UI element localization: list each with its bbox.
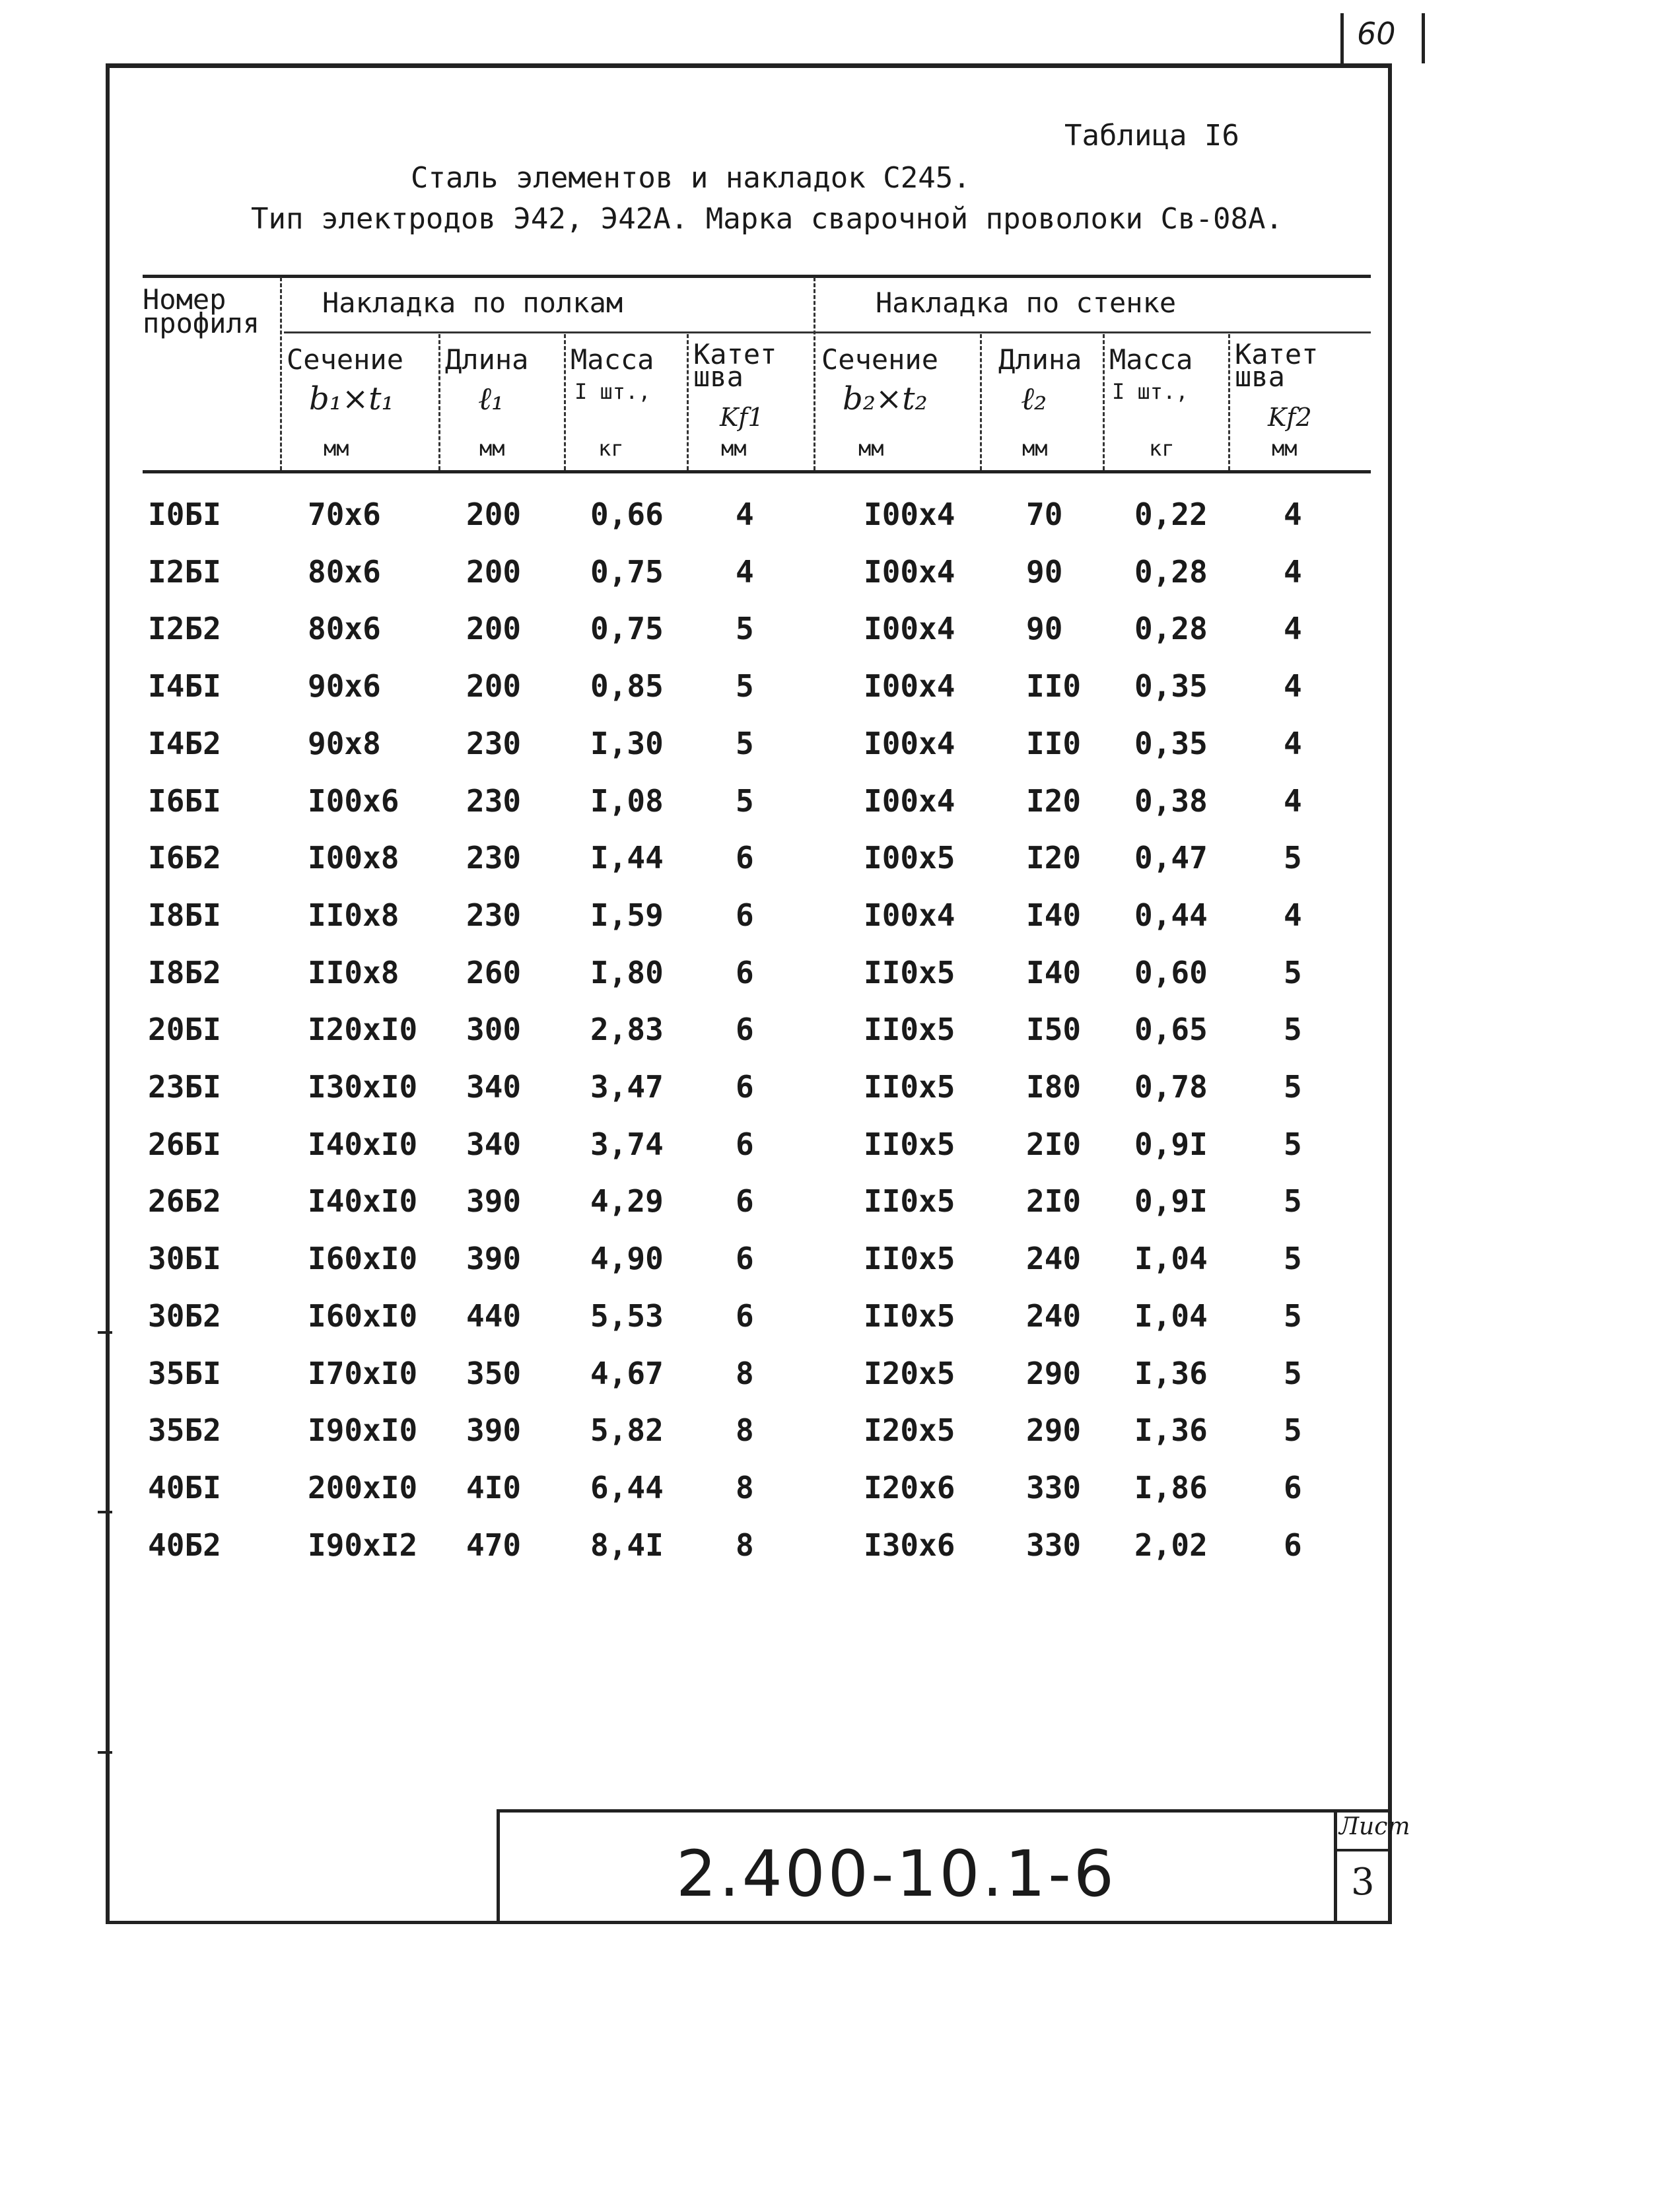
table-top-rule bbox=[143, 275, 1371, 278]
cell-flange-mass: 5,82 bbox=[590, 1412, 664, 1448]
cell-web-mass: 0,44 bbox=[1134, 897, 1208, 933]
cell-profile: 35БI bbox=[148, 1356, 221, 1391]
cell-profile: I6Б2 bbox=[148, 840, 221, 876]
cell-web-leg: 6 bbox=[1284, 1470, 1302, 1505]
cell-web-mass: 0,9I bbox=[1134, 1183, 1208, 1219]
cell-profile: 40БI bbox=[148, 1470, 221, 1505]
header-mass-2: Масса bbox=[1109, 343, 1193, 376]
cell-flange-leg: 4 bbox=[736, 554, 754, 590]
cell-profile: I8Б2 bbox=[148, 955, 221, 990]
cell-web-leg: 4 bbox=[1284, 726, 1302, 761]
cell-flange-leg: 6 bbox=[736, 840, 754, 876]
header-length-2: Длина bbox=[998, 343, 1082, 376]
cell-flange-mass: 5,53 bbox=[590, 1298, 664, 1334]
cell-flange-leg: 5 bbox=[736, 668, 754, 704]
cell-flange-mass: I,30 bbox=[590, 726, 664, 761]
header-length-1: Длина bbox=[445, 343, 529, 376]
header-section-1: Сечение bbox=[287, 343, 404, 376]
header-symbol-bt2: b₂×t₂ bbox=[843, 380, 928, 417]
cell-web-section: I20x6 bbox=[864, 1470, 955, 1505]
cell-flange-length: 230 bbox=[466, 726, 522, 761]
cell-flange-section: I40xI0 bbox=[308, 1126, 418, 1162]
cell-flange-length: 340 bbox=[466, 1069, 522, 1105]
cell-web-length: 290 bbox=[1026, 1356, 1082, 1391]
cell-flange-mass: 6,44 bbox=[590, 1470, 664, 1505]
cell-profile: I8БI bbox=[148, 897, 221, 933]
col-divider bbox=[1228, 334, 1230, 470]
header-unit: мм bbox=[858, 436, 884, 461]
cell-web-leg: 5 bbox=[1284, 1241, 1302, 1276]
cell-flange-mass: 0,85 bbox=[590, 668, 664, 704]
header-symbol-l1: ℓ₁ bbox=[478, 380, 504, 417]
cell-flange-section: I00x6 bbox=[308, 783, 399, 819]
cell-web-mass: I,36 bbox=[1134, 1412, 1208, 1448]
cell-web-leg: 4 bbox=[1284, 668, 1302, 704]
cell-flange-length: 200 bbox=[466, 497, 522, 532]
cell-web-leg: 5 bbox=[1284, 1012, 1302, 1047]
cell-flange-mass: 8,4I bbox=[590, 1527, 664, 1563]
cell-web-mass: 0,9I bbox=[1134, 1126, 1208, 1162]
cell-flange-section: II0x8 bbox=[308, 897, 399, 933]
header-unit: кг bbox=[598, 436, 624, 461]
cell-flange-leg: 4 bbox=[736, 497, 754, 532]
cell-web-section: II0x5 bbox=[864, 1298, 955, 1334]
cell-flange-leg: 8 bbox=[736, 1356, 754, 1391]
cell-web-mass: 0,78 bbox=[1134, 1069, 1208, 1105]
cell-web-length: 2I0 bbox=[1026, 1126, 1082, 1162]
cell-web-section: II0x5 bbox=[864, 1126, 955, 1162]
cell-flange-length: 470 bbox=[466, 1527, 522, 1563]
cell-profile: 30Б2 bbox=[148, 1298, 221, 1334]
cell-web-leg: 5 bbox=[1284, 1183, 1302, 1219]
cell-profile: I2БI bbox=[148, 554, 221, 590]
col-divider bbox=[438, 334, 440, 470]
cell-web-mass: I,36 bbox=[1134, 1356, 1208, 1391]
header-group-rule bbox=[284, 331, 1371, 333]
header-symbol-l2: ℓ₂ bbox=[1021, 380, 1047, 417]
cell-flange-mass: 4,67 bbox=[590, 1356, 664, 1391]
cell-flange-length: 230 bbox=[466, 783, 522, 819]
cell-flange-length: 390 bbox=[466, 1412, 522, 1448]
cell-flange-leg: 5 bbox=[736, 611, 754, 646]
caption-line-1: Сталь элементов и накладок С245. bbox=[411, 161, 971, 195]
cell-flange-mass: 0,75 bbox=[590, 554, 664, 590]
margin-tick bbox=[98, 1511, 112, 1513]
cell-web-length: 240 bbox=[1026, 1241, 1082, 1276]
cell-flange-length: 4I0 bbox=[466, 1470, 522, 1505]
cell-web-section: I20x5 bbox=[864, 1356, 955, 1391]
cell-flange-length: 390 bbox=[466, 1241, 522, 1276]
cell-profile: I4БI bbox=[148, 668, 221, 704]
cell-flange-section: I00x8 bbox=[308, 840, 399, 876]
header-unit: мм bbox=[1272, 436, 1298, 461]
cell-web-leg: 6 bbox=[1284, 1527, 1302, 1563]
header-mass-sub: I шт., bbox=[1112, 379, 1189, 404]
cell-web-section: I00x4 bbox=[864, 611, 955, 646]
cell-flange-mass: I,08 bbox=[590, 783, 664, 819]
cell-flange-section: 70x6 bbox=[308, 497, 381, 532]
header-leg-1: Катет шва bbox=[693, 338, 777, 393]
cell-flange-length: 230 bbox=[466, 840, 522, 876]
header-group-web: Накладка по стенке bbox=[876, 287, 1177, 319]
cell-web-mass: 0,38 bbox=[1134, 783, 1208, 819]
cell-flange-section: 80x6 bbox=[308, 611, 381, 646]
cell-web-leg: 5 bbox=[1284, 1069, 1302, 1105]
cell-flange-mass: 2,83 bbox=[590, 1012, 664, 1047]
table-number: Таблица I6 bbox=[1064, 119, 1239, 153]
cell-web-mass: 2,02 bbox=[1134, 1527, 1208, 1563]
cell-profile: 40Б2 bbox=[148, 1527, 221, 1563]
header-symbol-bt1: b₁×t₁ bbox=[309, 380, 394, 417]
cell-flange-section: I60xI0 bbox=[308, 1241, 418, 1276]
header-unit: мм bbox=[1022, 436, 1048, 461]
cell-profile: 30БI bbox=[148, 1241, 221, 1276]
cell-profile: 35Б2 bbox=[148, 1412, 221, 1448]
cell-web-length: I20 bbox=[1026, 783, 1082, 819]
cell-web-mass: I,04 bbox=[1134, 1241, 1208, 1276]
cell-flange-mass: 3,74 bbox=[590, 1126, 664, 1162]
cell-flange-leg: 6 bbox=[736, 897, 754, 933]
caption-line-2: Тип электродов Э42, Э42А. Марка сварочной проволоки Св-08А. bbox=[251, 202, 1283, 236]
cell-flange-length: 230 bbox=[466, 897, 522, 933]
cell-flange-leg: 8 bbox=[736, 1470, 754, 1505]
cell-web-section: I20x5 bbox=[864, 1412, 955, 1448]
col-divider bbox=[1103, 334, 1105, 470]
cell-web-mass: 0,65 bbox=[1134, 1012, 1208, 1047]
cell-flange-leg: 6 bbox=[736, 955, 754, 990]
cell-flange-mass: I,80 bbox=[590, 955, 664, 990]
cell-web-leg: 5 bbox=[1284, 1356, 1302, 1391]
cell-flange-mass: I,59 bbox=[590, 897, 664, 933]
cell-web-section: I30x6 bbox=[864, 1527, 955, 1563]
cell-web-mass: 0,60 bbox=[1134, 955, 1208, 990]
header-section-2: Сечение bbox=[821, 343, 939, 376]
cell-web-mass: 0,28 bbox=[1134, 611, 1208, 646]
cell-web-mass: I,04 bbox=[1134, 1298, 1208, 1334]
cell-web-length: 330 bbox=[1026, 1527, 1082, 1563]
cell-web-section: I00x4 bbox=[864, 783, 955, 819]
cell-web-length: 70 bbox=[1026, 497, 1063, 532]
cell-flange-leg: 5 bbox=[736, 726, 754, 761]
cell-web-section: II0x5 bbox=[864, 1069, 955, 1105]
cell-flange-section: II0x8 bbox=[308, 955, 399, 990]
cell-flange-length: 200 bbox=[466, 611, 522, 646]
cell-flange-length: 440 bbox=[466, 1298, 522, 1334]
cell-flange-length: 300 bbox=[466, 1012, 522, 1047]
cell-flange-leg: 6 bbox=[736, 1012, 754, 1047]
cell-web-section: II0x5 bbox=[864, 1183, 955, 1219]
cell-flange-mass: 0,66 bbox=[590, 497, 664, 532]
cell-flange-section: I40xI0 bbox=[308, 1183, 418, 1219]
cell-flange-mass: 0,75 bbox=[590, 611, 664, 646]
cell-flange-section: 90x8 bbox=[308, 726, 381, 761]
cell-profile: I6БI bbox=[148, 783, 221, 819]
header-mass-1: Масса bbox=[571, 343, 654, 376]
cell-web-leg: 5 bbox=[1284, 955, 1302, 990]
cell-web-mass: 0,35 bbox=[1134, 668, 1208, 704]
cell-flange-leg: 6 bbox=[736, 1298, 754, 1334]
cell-web-section: II0x5 bbox=[864, 955, 955, 990]
header-symbol-kf2: Kf2 bbox=[1268, 403, 1312, 432]
col-divider bbox=[564, 334, 566, 470]
sheet-number: 3 bbox=[1351, 1861, 1375, 1904]
cell-web-mass: 0,28 bbox=[1134, 554, 1208, 590]
cell-flange-length: 340 bbox=[466, 1126, 522, 1162]
header-leg-2: Катет шва bbox=[1235, 338, 1319, 393]
cell-web-length: 330 bbox=[1026, 1470, 1082, 1505]
cell-web-leg: 4 bbox=[1284, 611, 1302, 646]
cell-flange-leg: 8 bbox=[736, 1412, 754, 1448]
cell-web-section: I00x4 bbox=[864, 897, 955, 933]
cell-web-section: I00x4 bbox=[864, 554, 955, 590]
cell-flange-length: 350 bbox=[466, 1356, 522, 1391]
col-divider bbox=[814, 277, 815, 470]
cell-flange-leg: 5 bbox=[736, 783, 754, 819]
cell-flange-leg: 6 bbox=[736, 1126, 754, 1162]
cell-web-leg: 5 bbox=[1284, 840, 1302, 876]
cell-web-length: I40 bbox=[1026, 897, 1082, 933]
col-divider bbox=[980, 334, 982, 470]
cell-flange-mass: 4,29 bbox=[590, 1183, 664, 1219]
cell-flange-length: 390 bbox=[466, 1183, 522, 1219]
cell-profile: 26БI bbox=[148, 1126, 221, 1162]
cell-flange-section: I30xI0 bbox=[308, 1069, 418, 1105]
cell-web-mass: 0,47 bbox=[1134, 840, 1208, 876]
cell-web-mass: 0,22 bbox=[1134, 497, 1208, 532]
cell-web-length: II0 bbox=[1026, 668, 1082, 704]
header-unit: мм bbox=[721, 436, 747, 461]
cell-profile: 26Б2 bbox=[148, 1183, 221, 1219]
cell-profile: 20БI bbox=[148, 1012, 221, 1047]
cell-flange-length: 200 bbox=[466, 668, 522, 704]
cell-profile: I0БI bbox=[148, 497, 221, 532]
cell-profile: I4Б2 bbox=[148, 726, 221, 761]
cell-flange-mass: 3,47 bbox=[590, 1069, 664, 1105]
cell-web-length: 90 bbox=[1026, 611, 1063, 646]
sheet-label: Лист bbox=[1339, 1813, 1410, 1840]
cell-flange-section: 80x6 bbox=[308, 554, 381, 590]
cell-web-leg: 4 bbox=[1284, 497, 1302, 532]
header-mass-sub: I шт., bbox=[574, 379, 651, 404]
header-unit: мм bbox=[324, 436, 349, 461]
cell-flange-section: I70xI0 bbox=[308, 1356, 418, 1391]
cell-web-length: I20 bbox=[1026, 840, 1082, 876]
cell-web-mass: I,86 bbox=[1134, 1470, 1208, 1505]
cell-web-length: I50 bbox=[1026, 1012, 1082, 1047]
cell-flange-section: 200xI0 bbox=[308, 1470, 418, 1505]
cell-web-section: II0x5 bbox=[864, 1012, 955, 1047]
cell-flange-section: I60xI0 bbox=[308, 1298, 418, 1334]
header-unit: мм bbox=[479, 436, 505, 461]
header-profile: Номер профиля bbox=[143, 283, 260, 339]
corner-stamp bbox=[1340, 13, 1425, 63]
header-bottom-rule bbox=[143, 470, 1371, 473]
cell-web-section: I00x4 bbox=[864, 497, 955, 532]
cell-web-length: 240 bbox=[1026, 1298, 1082, 1334]
cell-web-leg: 4 bbox=[1284, 897, 1302, 933]
cell-profile: 23БI bbox=[148, 1069, 221, 1105]
cell-web-section: I00x5 bbox=[864, 840, 955, 876]
col-divider bbox=[280, 277, 282, 470]
col-divider bbox=[687, 334, 689, 470]
cell-web-length: I80 bbox=[1026, 1069, 1082, 1105]
cell-flange-length: 200 bbox=[466, 554, 522, 590]
cell-flange-mass: I,44 bbox=[590, 840, 664, 876]
cell-flange-section: I90xI0 bbox=[308, 1412, 418, 1448]
cell-web-length: 90 bbox=[1026, 554, 1063, 590]
header-group-flange: Накладка по полкам bbox=[322, 287, 623, 319]
sheet-divider bbox=[1334, 1849, 1388, 1851]
cell-web-section: II0x5 bbox=[864, 1241, 955, 1276]
cell-web-leg: 5 bbox=[1284, 1298, 1302, 1334]
cell-web-leg: 5 bbox=[1284, 1412, 1302, 1448]
cell-flange-section: I90xI2 bbox=[308, 1527, 418, 1563]
cell-flange-length: 260 bbox=[466, 955, 522, 990]
cell-flange-section: I20xI0 bbox=[308, 1012, 418, 1047]
cell-web-length: II0 bbox=[1026, 726, 1082, 761]
cell-flange-section: 90x6 bbox=[308, 668, 381, 704]
cell-web-section: I00x4 bbox=[864, 668, 955, 704]
cell-web-leg: 4 bbox=[1284, 554, 1302, 590]
cell-web-length: 2I0 bbox=[1026, 1183, 1082, 1219]
cell-flange-leg: 6 bbox=[736, 1183, 754, 1219]
cell-web-leg: 5 bbox=[1284, 1126, 1302, 1162]
cell-web-leg: 4 bbox=[1284, 783, 1302, 819]
margin-tick bbox=[98, 1751, 112, 1754]
header-unit: кг bbox=[1149, 436, 1175, 461]
margin-tick bbox=[98, 1331, 112, 1334]
cell-flange-leg: 6 bbox=[736, 1069, 754, 1105]
cell-web-length: 290 bbox=[1026, 1412, 1082, 1448]
cell-web-section: I00x4 bbox=[864, 726, 955, 761]
cell-flange-leg: 8 bbox=[736, 1527, 754, 1563]
cell-profile: I2Б2 bbox=[148, 611, 221, 646]
document-code: 2.400-10.1-6 bbox=[676, 1837, 1117, 1911]
corner-mark: 60 bbox=[1357, 16, 1396, 52]
cell-flange-leg: 6 bbox=[736, 1241, 754, 1276]
cell-web-mass: 0,35 bbox=[1134, 726, 1208, 761]
cell-web-length: I40 bbox=[1026, 955, 1082, 990]
header-symbol-kf1: Kf1 bbox=[720, 403, 764, 432]
cell-flange-mass: 4,90 bbox=[590, 1241, 664, 1276]
